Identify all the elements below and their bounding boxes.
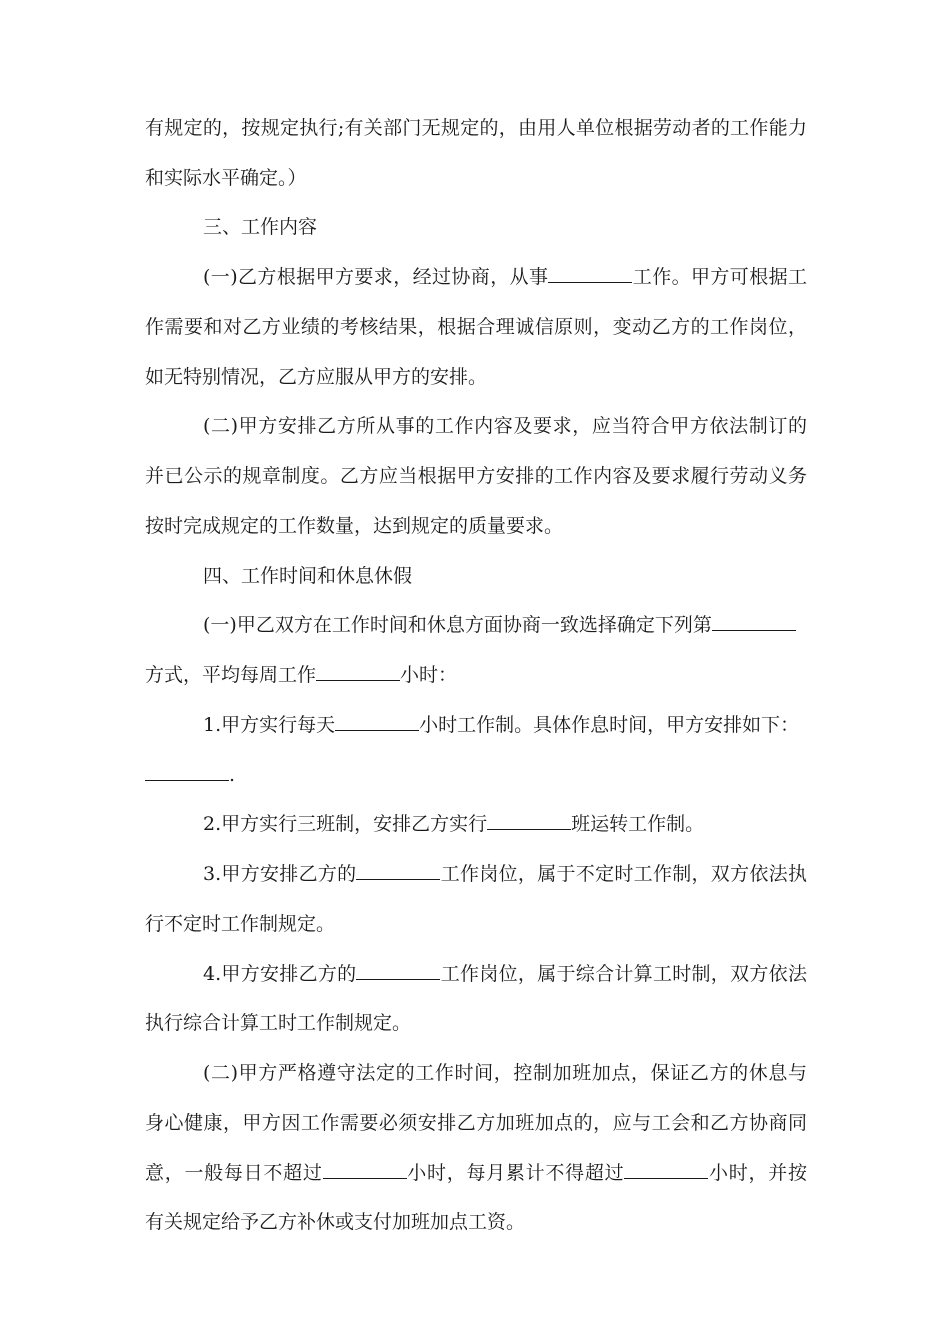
fill-in-blank xyxy=(624,1156,708,1179)
text-segment: (一)乙方根据甲方要求，经过协商，从事 xyxy=(203,266,549,288)
paragraph-line: 和实际水平确定。） xyxy=(145,167,307,189)
paragraph-line xyxy=(203,957,807,991)
text-segment: 小时： xyxy=(400,664,458,686)
paragraph-line xyxy=(145,758,235,792)
paragraph-line xyxy=(203,708,799,742)
fill-in-blank xyxy=(487,807,571,830)
paragraph-line: 身心健康，甲方因工作需要必须安排乙方加班加点的，应与工会和乙方协商同 xyxy=(145,1112,807,1134)
paragraph-line xyxy=(203,857,807,891)
text-segment: 小时，并按 xyxy=(708,1162,807,1184)
paragraph-line xyxy=(203,260,807,294)
text-segment: 工作。甲方可根据工 xyxy=(632,266,807,288)
fill-in-blank xyxy=(316,658,400,681)
paragraph-line xyxy=(145,658,457,692)
paragraph-line: 作需要和对乙方业绩的考核结果，根据合理诚信原则，变动乙方的工作岗位， xyxy=(145,316,807,338)
paragraph-line xyxy=(203,608,796,642)
text-segment: 3.甲方安排乙方的 xyxy=(203,863,357,885)
paragraph-line: (二)甲方严格遵守法定的工作时间，控制加班加点，保证乙方的休息与 xyxy=(203,1062,807,1084)
paragraph-line: 如无特别情况，乙方应服从甲方的安排。 xyxy=(145,366,488,388)
text-segment: 方式，平均每周工作 xyxy=(145,664,317,686)
fill-in-blank xyxy=(356,857,440,880)
paragraph-line: 行不定时工作制规定。 xyxy=(145,913,336,935)
fill-in-blank xyxy=(712,608,796,631)
fill-in-blank xyxy=(145,758,229,781)
paragraph-line: 有规定的，按规定执行;有关部门无规定的，由用人单位根据劳动者的工作能力 xyxy=(145,117,807,139)
text-segment: 4.甲方安排乙方的 xyxy=(203,963,357,985)
text-segment: 1.甲方实行每天 xyxy=(203,714,336,736)
paragraph-line: 执行综合计算工时工作制规定。 xyxy=(145,1012,412,1034)
text-segment: 意，一般每日不超过 xyxy=(145,1162,323,1184)
section-heading-work-content: 三、工作内容 xyxy=(203,216,318,238)
paragraph-line: 有关规定给予乙方补休或支付加班加点工资。 xyxy=(145,1211,526,1233)
text-segment: 小时，每月累计不得超过 xyxy=(406,1162,625,1184)
fill-in-blank xyxy=(335,708,419,731)
paragraph-line xyxy=(145,1156,807,1190)
fill-in-blank xyxy=(356,957,440,980)
section-heading-work-time: 四、工作时间和休息休假 xyxy=(203,565,413,587)
text-segment: 2.甲方实行三班制，安排乙方实行 xyxy=(203,813,488,835)
paragraph-line xyxy=(203,807,704,841)
text-segment: (一)甲乙双方在工作时间和休息方面协商一致选择确定下列第 xyxy=(203,614,712,636)
text-segment: . xyxy=(229,764,236,786)
fill-in-blank xyxy=(323,1156,407,1179)
text-segment: 工作岗位，属于综合计算工时制，双方依法 xyxy=(440,963,807,985)
paragraph-line: 并已公示的规章制度。乙方应当根据甲方安排的工作内容及要求履行劳动义务 xyxy=(145,465,807,487)
text-segment: 工作岗位，属于不定时工作制，双方依法执 xyxy=(440,863,807,885)
text-segment: 小时工作制。具体作息时间，甲方安排如下： xyxy=(419,714,800,736)
fill-in-blank xyxy=(548,260,632,283)
paragraph-line: (二)甲方安排乙方所从事的工作内容及要求，应当符合甲方依法制订的 xyxy=(203,415,807,437)
text-segment: 班运转工作制。 xyxy=(571,813,705,835)
paragraph-line: 按时完成规定的工作数量，达到规定的质量要求。 xyxy=(145,515,564,537)
